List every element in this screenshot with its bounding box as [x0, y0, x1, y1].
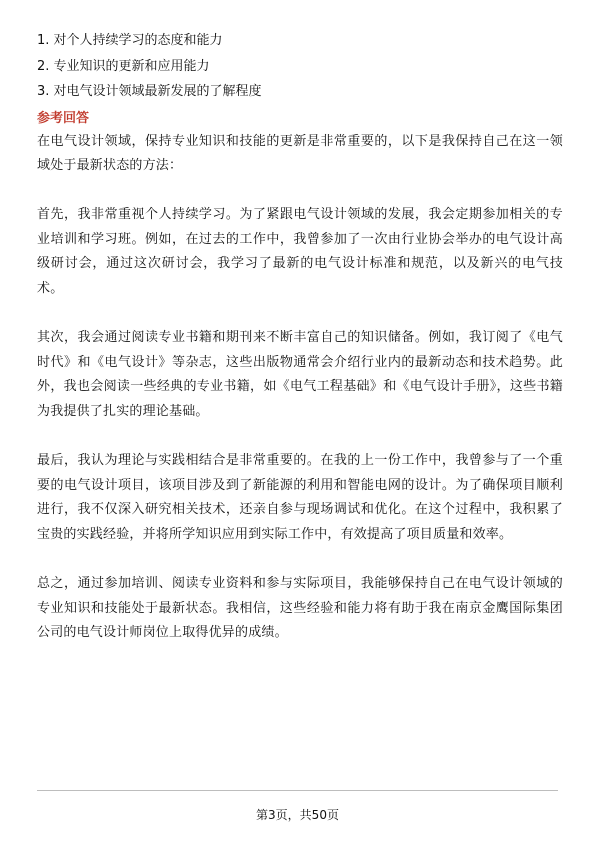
question-item-3: 3. 对电气设计领域最新发展的了解程度	[37, 84, 262, 99]
question-item-2: 2. 专业知识的更新和应用能力	[37, 58, 210, 74]
answer-paragraph-second: 其次，我会通过阅读专业书籍和期刊来不断丰富自己的知识储备。例如，我订阅了《电气时代》和《电气设计》等杂志，这些出版物通常会介绍行业内的最新动态和技术趋势。此外，我也会阅读一些经典的专业书籍，如《电气工程基础》和《电气设计手册》，这些书籍为我提供了扎实的理论基础。	[37, 330, 563, 420]
question-item-1: 1. 对个人持续学习的态度和能力	[37, 33, 223, 48]
answer-paragraph-summary: 总之，通过参加培训、阅读专业资料和参与实际项目，我能够保持自己在电气设计领域的专业知识和技能处于最新状态。我相信，这些经验和能力将有助于我在南京金鹰国际集团公司的电气设计师岗位上取得优异的成绩。	[37, 576, 563, 641]
footer-divider	[37, 790, 558, 791]
page-content	[37, 28, 563, 671]
answer-paragraph-last: 最后，我认为理论与实践相结合是非常重要的。在我的上一份工作中，我曾参与了一个重要的电气设计项目，该项目涉及到了新能源的利用和智能电网的设计。为了确保项目顺利进行，我不仅深入研究相关技术，还亲自参与现场调试和优化。在这个过程中，我积累了宝贵的实践经验，并将所学知识应用到实际工作中，有效提高了项目质量和效率。	[37, 453, 563, 542]
answer-paragraph-first: 首先，我非常重视个人持续学习。为了紧跟电气设计领域的发展，我会定期参加相关的专业培训和学习班。例如，在过去的工作中，我曾参加了一次由行业协会举办的电气设计高级研讨会，通过这次研讨会，我学习了最新的电气设计标准和规范，以及新兴的电气技术。	[37, 207, 563, 297]
answer-paragraph-intro: 在电气设计领域，保持专业知识和技能的更新是非常重要的，以下是我保持自己在这一领域处于最新状态的方法：	[37, 133, 563, 174]
answer-heading: 参考回答	[37, 110, 90, 126]
page-number: 第3页，共50页	[256, 808, 339, 822]
